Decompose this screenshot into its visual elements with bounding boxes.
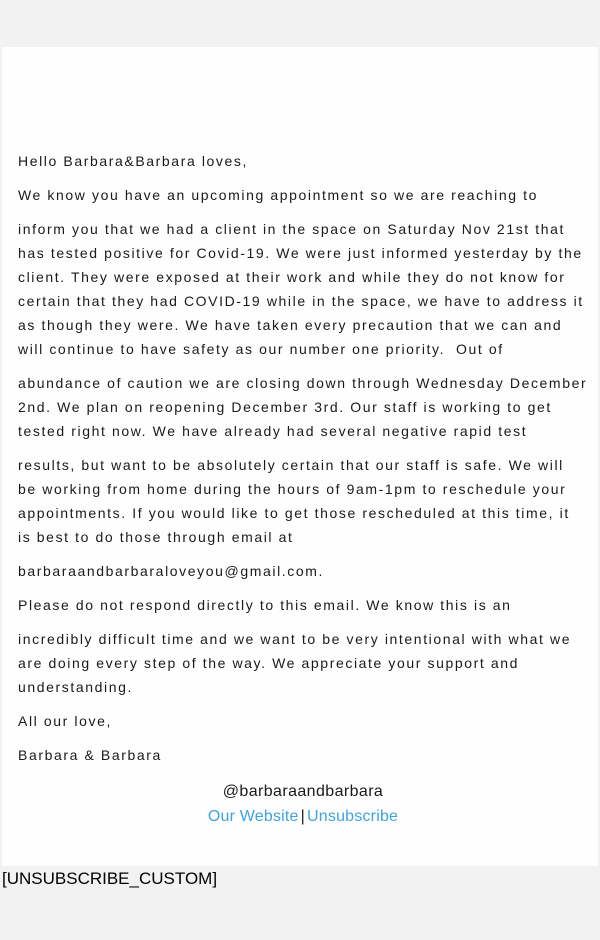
body-paragraph: results, but want to be absolutely certain that our staff is safe. We will be working from home during the hours of 9am-1pm to reschedule your appointments. If you would like to get those rescheduled at this time, it is best to do those through email at: [18, 457, 576, 545]
contact-email-text: barbaraandbarbaraloveyou@gmail.com.: [18, 563, 325, 579]
website-link[interactable]: Our Website: [207, 808, 299, 825]
greeting-paragraph: Hello Barbara&Barbara loves,: [18, 153, 249, 169]
social-handle: @barbaraandbarbara: [222, 783, 384, 800]
link-separator: |: [300, 808, 306, 825]
body-paragraph: incredibly difficult time and we want to be very intentional with what we are doing every step of the way. We appreciate your support and understanding.: [18, 631, 577, 695]
email-body-card: [2, 47, 598, 866]
unsubscribe-link[interactable]: Unsubscribe: [307, 808, 399, 825]
email-footer: [18, 781, 588, 829]
signoff-paragraph: All our love,: [18, 713, 112, 729]
footer-links: [18, 805, 588, 829]
signature-paragraph: Barbara & Barbara: [18, 747, 162, 763]
unsubscribe-custom-placeholder: [UNSUBSCRIBE_CUSTOM]: [2, 869, 218, 888]
body-paragraph: Please do not respond directly to this email. We know this is an: [18, 597, 512, 613]
page-background: [0, 47, 600, 940]
email-body-text: [18, 149, 593, 767]
body-paragraph: abundance of caution we are closing down through Wednesday December 2nd. We plan on reopening December 3rd. Our staff is working to get tested right now. We have already had several negative rapid test: [18, 375, 593, 439]
body-paragraph: We know you have an upcoming appointment so we are reaching to: [18, 187, 538, 203]
body-paragraph: inform you that we had a client in the space on Saturday Nov 21st that has tested positive for Covid-19. We were just informed yesterday by the client. They were exposed at their work and while they do not know for certain that they had COVID-19 while in the space, we have to address it as though they were. We have taken every precaution that we can and will continue to have safety as our number one priority. Out of: [18, 221, 590, 357]
